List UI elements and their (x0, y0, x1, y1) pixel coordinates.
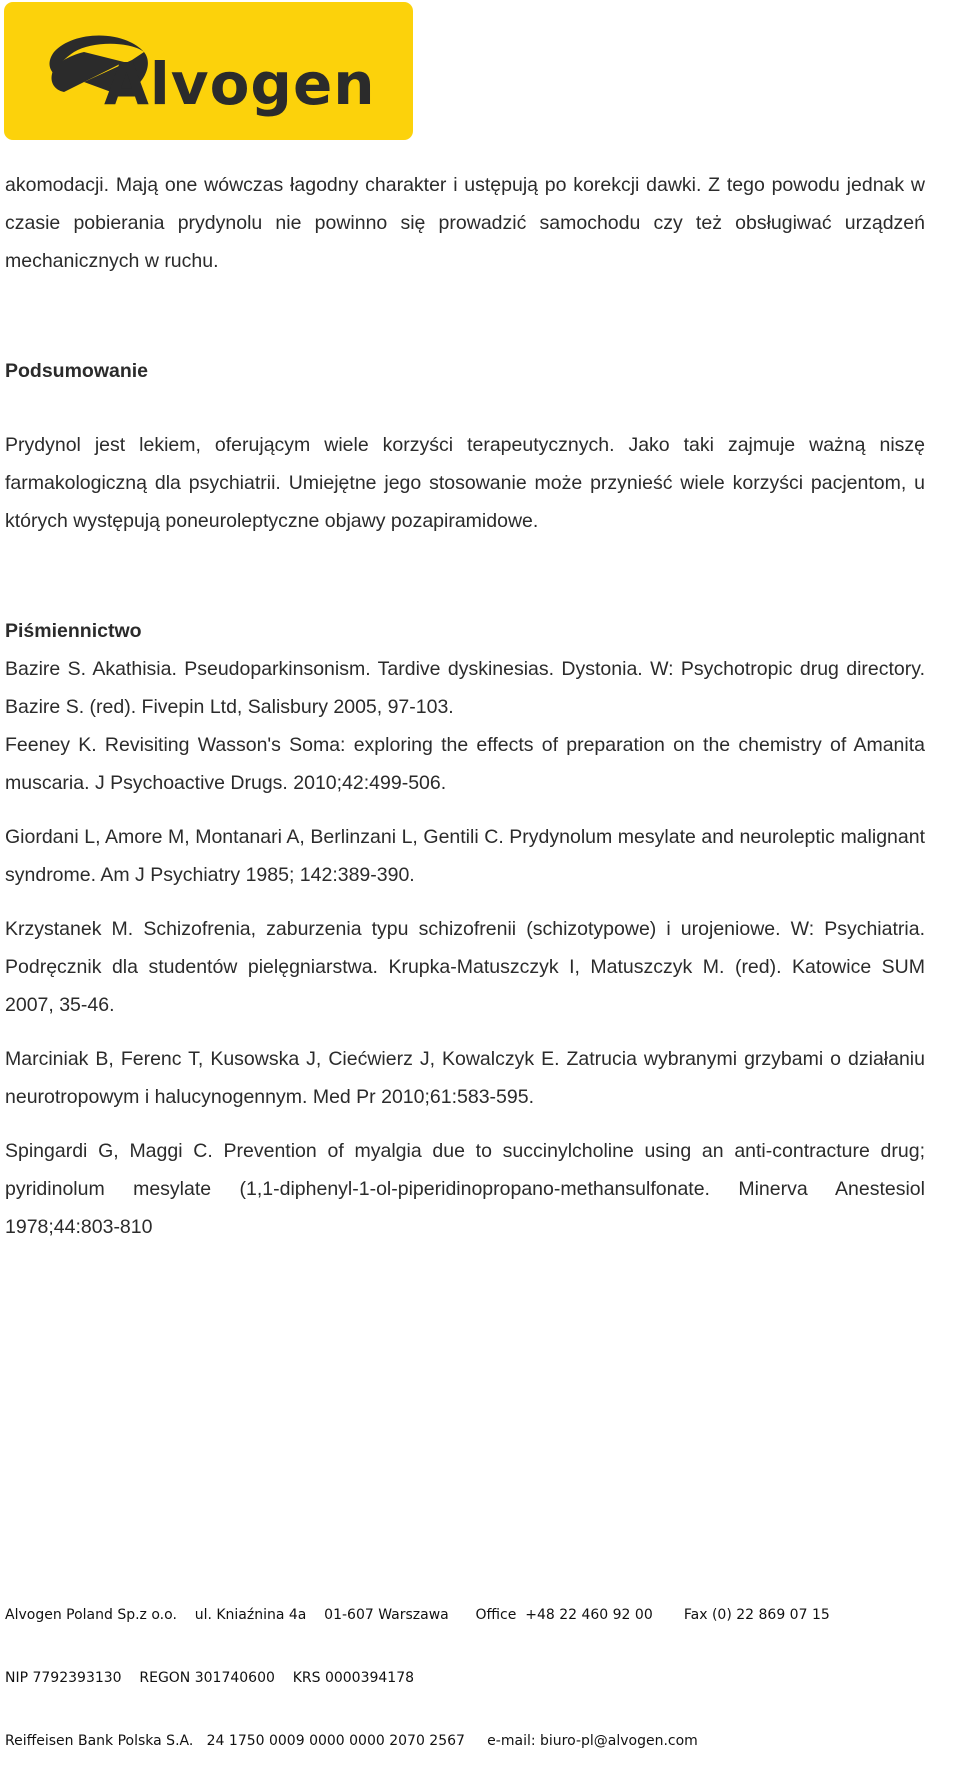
footer-registration-line: NIP 7792393130 REGON 301740600 KRS 0000394178 (5, 1670, 415, 1686)
footer-address-line: Alvogen Poland Sp.z o.o. ul. Kniaźnina 4a 01-607 Warszawa Office +48 22 460 92 00 Fax (0) 22 869 07 15 (5, 1607, 830, 1623)
reference-item: Krzystanek M. Schizofrenia, zaburzenia typu schizofrenii (schizotypowe) i urojeniowe. W: Psychiatria. Podręcznik dla studentów pielęgniarstwa. Krupka-Matuszczyk I, Matuszczyk M. (red). Katowice SUM 2007, 35-46. (5, 918, 925, 1016)
document-body (5, 166, 960, 1246)
summary-heading: Podsumowanie (5, 360, 149, 382)
reference-item: Giordani L, Amore M, Montanari A, Berlinzani L, Gentili C. Prydynolum mesylate and neuroleptic malignant syndrome. Am J Psychiatry 1985; 142:389-390. (5, 826, 925, 886)
alvogen-swoosh-icon (4, 2, 413, 140)
reference-item: Spingardi G, Maggi C. Prevention of myalgia due to succinylcholine using an anti-contracture drug; pyridinolum mesylate (1,1-diphenyl-1-ol-piperidinopropano-methansulfonate. Minerva Anestesiol 1978;44:803-810 (5, 1140, 925, 1238)
summary-paragraph: Prydynol jest lekiem, oferującym wiele korzyści terapeutycznych. Jako taki zajmuje ważną niszę farmakologiczną dla psychiatrii. Umiejętne jego stosowanie może przynieść wiele korzyści pacjentom, u których występują poneuroleptyczne objawy pozapiramidowe. (5, 434, 925, 532)
references-list (5, 650, 925, 1246)
reference-item: Feeney K. Revisiting Wasson's Soma: exploring the effects of preparation on the chemistry of Amanita muscaria. J Psychoactive Drugs. 2010;42:499-506. (5, 734, 925, 794)
intro-paragraph: akomodacji. Mają one wówczas łagodny charakter i ustępują po korekcji dawki. Z tego powodu jednak w czasie pobierania prydynolu nie powinno się prowadzić samochodu czy też obsługiwać urządzeń mechanicznych w ruchu. (5, 174, 925, 272)
footer-bank-line: Reiffeisen Bank Polska S.A. 24 1750 0009 0000 0000 2070 2567 e-mail: biuro-pl@alvogen.com (5, 1733, 698, 1749)
company-footer (5, 1563, 830, 1773)
alvogen-logo (4, 2, 413, 140)
brand-wordmark: Alvogen (104, 50, 376, 118)
reference-item: Marciniak B, Ferenc T, Kusowska J, Ciećwierz J, Kowalczyk E. Zatrucia wybranymi grzybami o działaniu neurotropowym i halucynogennym. Med Pr 2010;61:583-595. (5, 1048, 925, 1108)
references-heading: Piśmiennictwo (5, 620, 142, 642)
reference-item: Bazire S. Akathisia. Pseudoparkinsonism. Tardive dyskinesias. Dystonia. W: Psychotropic drug directory. Bazire S. (red). Fivepin Ltd, Salisbury 2005, 97-103. (5, 658, 925, 718)
